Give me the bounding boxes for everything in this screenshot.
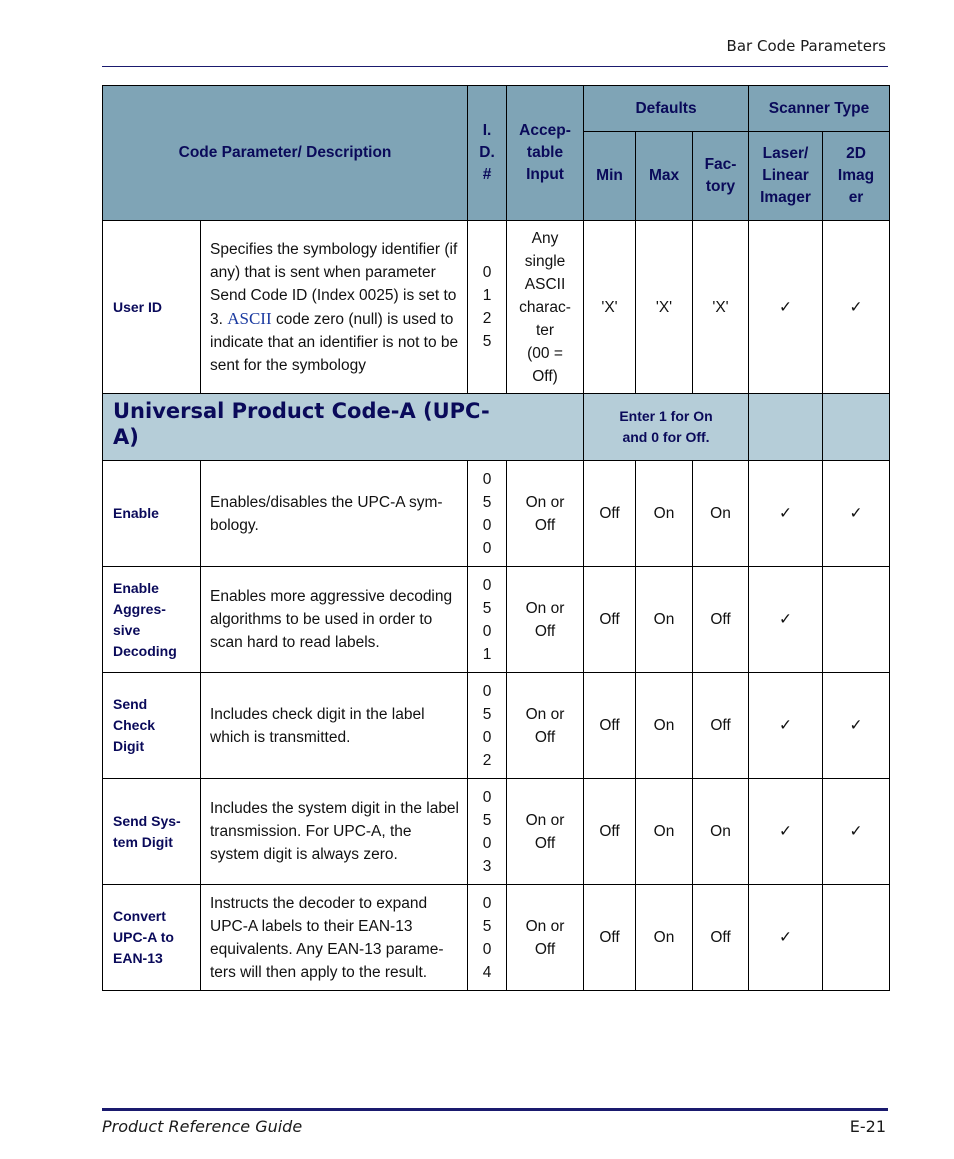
param-max: 'X' xyxy=(636,221,693,394)
header-laser-linear-imager: Laser/ Linear Imager xyxy=(749,132,823,221)
param-max: On xyxy=(636,885,693,991)
section-note: Enter 1 for On and 0 for Off. xyxy=(584,394,749,461)
section-empty-cell xyxy=(823,394,890,461)
section-title: Universal Product Code-A (UPC- A) xyxy=(103,394,584,461)
check-icon: ✓ xyxy=(749,567,823,673)
param-name: Enable Aggres- sive Decoding xyxy=(103,567,201,673)
check-icon: ✓ xyxy=(823,221,890,394)
check-icon: ✓ xyxy=(749,673,823,779)
header-defaults: Defaults xyxy=(584,86,749,132)
param-min: Off xyxy=(584,673,636,779)
param-acceptable: On or Off xyxy=(507,567,584,673)
header-min: Min xyxy=(584,132,636,221)
param-min: Off xyxy=(584,779,636,885)
check-icon xyxy=(823,885,890,991)
param-factory: On xyxy=(693,779,749,885)
param-min: Off xyxy=(584,885,636,991)
param-name: Send Sys- tem Digit xyxy=(103,779,201,885)
header-row-1 xyxy=(103,86,890,132)
header-id: I. D. # xyxy=(468,86,507,221)
param-id: 0 5 0 2 xyxy=(468,673,507,779)
table-row xyxy=(103,885,890,991)
param-acceptable: On or Off xyxy=(507,461,584,567)
header-acceptable-input: Accep- table Input xyxy=(507,86,584,221)
param-min: Off xyxy=(584,461,636,567)
header-code-parameter: Code Parameter/ Description xyxy=(103,86,468,221)
param-acceptable: Any single ASCII charac- ter (00 = Off) xyxy=(507,221,584,394)
header-factory: Fac- tory xyxy=(693,132,749,221)
parameter-rows xyxy=(103,461,890,991)
check-icon: ✓ xyxy=(749,779,823,885)
param-max: On xyxy=(636,673,693,779)
table-row xyxy=(103,779,890,885)
section-empty-cell xyxy=(749,394,823,461)
table-row xyxy=(103,673,890,779)
section-row-upca xyxy=(103,394,890,461)
param-acceptable: On or Off xyxy=(507,885,584,991)
table-row xyxy=(103,567,890,673)
param-factory: On xyxy=(693,461,749,567)
check-icon: ✓ xyxy=(749,461,823,567)
header-rule xyxy=(102,66,888,67)
param-description: Enables more aggressive decoding algorithms to be used in order to scan hard to read labels. xyxy=(201,567,468,673)
param-name: Enable xyxy=(103,461,201,567)
footer-guide-title: Product Reference Guide xyxy=(102,1117,303,1136)
param-id: 0 1 2 5 xyxy=(468,221,507,394)
footer-rule xyxy=(102,1108,888,1111)
param-name: Send Check Digit xyxy=(103,673,201,779)
param-acceptable: On or Off xyxy=(507,779,584,885)
param-factory: 'X' xyxy=(693,221,749,394)
table-row xyxy=(103,461,890,567)
check-icon: ✓ xyxy=(823,779,890,885)
check-icon: ✓ xyxy=(823,673,890,779)
param-max: On xyxy=(636,461,693,567)
param-name: Convert UPC-A to EAN-13 xyxy=(103,885,201,991)
param-factory: Off xyxy=(693,567,749,673)
footer-page-number: E-21 xyxy=(849,1117,886,1136)
param-description: Instructs the decoder to expand UPC-A labels to their EAN-13 equivalents. Any EAN-13 parame- ters will then apply to the result. xyxy=(201,885,468,991)
parameter-table xyxy=(102,85,890,991)
header-max: Max xyxy=(636,132,693,221)
param-factory: Off xyxy=(693,673,749,779)
param-name: User ID xyxy=(103,221,201,394)
check-icon: ✓ xyxy=(823,461,890,567)
running-head-title: Bar Code Parameters xyxy=(726,37,886,55)
param-description: Specifies the symbology identifier (if any) that is sent when parameter Send Code ID (Index 0025) is set to 3. ASCII code zero (null) is used to indicate that an identifier is not to be sent for the symbology xyxy=(201,221,468,394)
param-min: 'X' xyxy=(584,221,636,394)
param-factory: Off xyxy=(693,885,749,991)
param-description: Includes check digit in the label which is transmitted. xyxy=(201,673,468,779)
param-min: Off xyxy=(584,567,636,673)
check-icon: ✓ xyxy=(749,221,823,394)
param-id: 0 5 0 1 xyxy=(468,567,507,673)
table-row-user-id xyxy=(103,221,890,394)
check-icon: ✓ xyxy=(749,885,823,991)
param-id: 0 5 0 0 xyxy=(468,461,507,567)
param-max: On xyxy=(636,779,693,885)
param-id: 0 5 0 3 xyxy=(468,779,507,885)
check-icon xyxy=(823,567,890,673)
param-max: On xyxy=(636,567,693,673)
ascii-term: ASCII xyxy=(227,308,272,328)
param-description: Includes the system digit in the label transmission. For UPC-A, the system digit is always zero. xyxy=(201,779,468,885)
param-id: 0 5 0 4 xyxy=(468,885,507,991)
param-description: Enables/disables the UPC-A sym- bology. xyxy=(201,461,468,567)
param-acceptable: On or Off xyxy=(507,673,584,779)
header-2d-imager: 2D Imag er xyxy=(823,132,890,221)
header-scanner-type: Scanner Type xyxy=(749,86,890,132)
